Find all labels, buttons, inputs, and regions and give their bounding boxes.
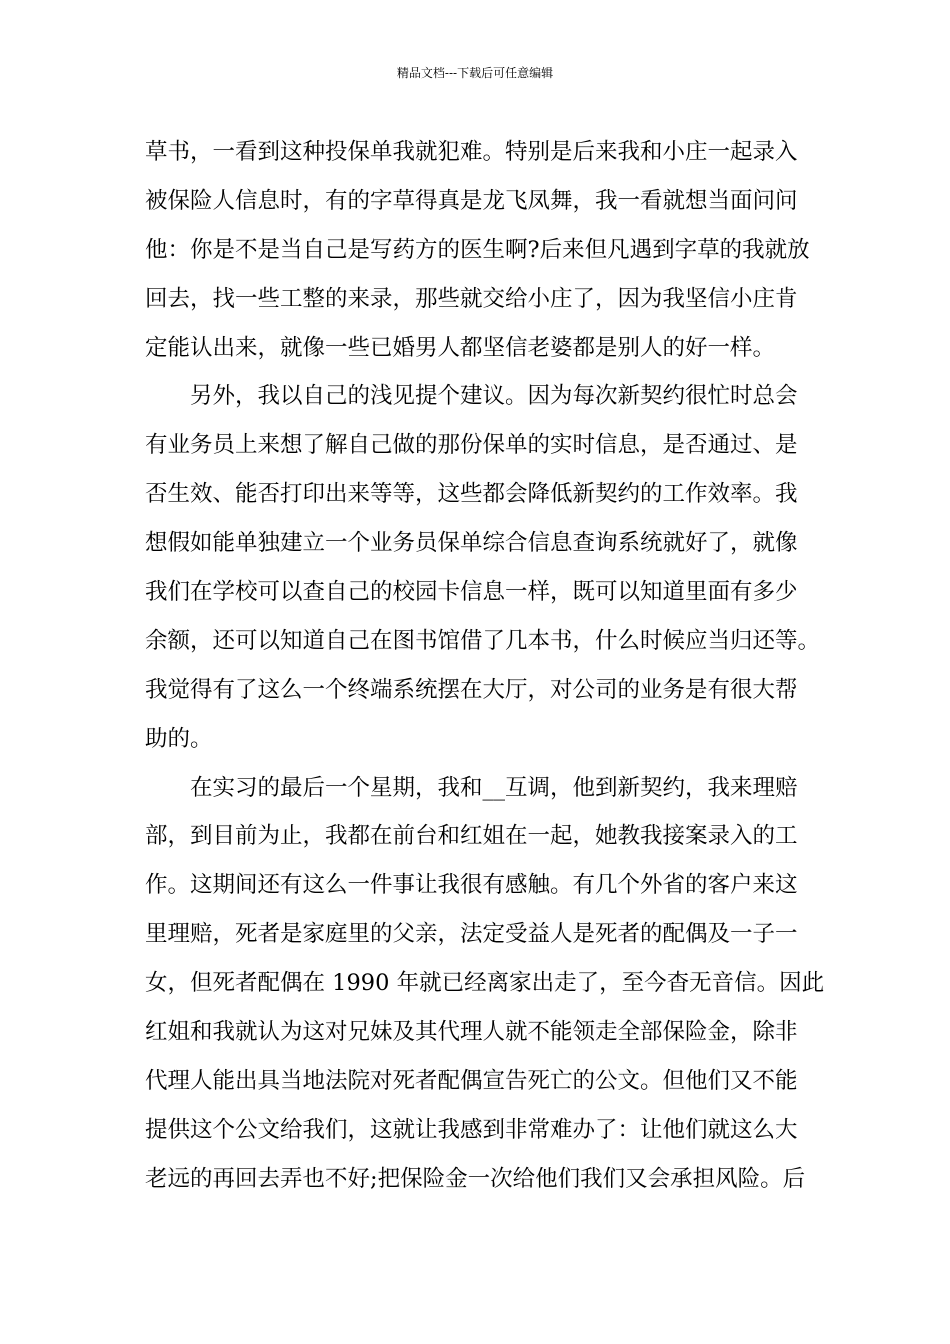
text-line: 有业务员上来想了解自己做的那份保单的实时信息，是否通过、是 <box>145 432 798 459</box>
text-line: 助的。 <box>145 725 213 752</box>
text-line: 我们在学校可以查自己的校园卡信息一样，既可以知道里面有多少 <box>145 579 798 606</box>
text-line: 提供这个公文给我们，这就让我感到非常难办了：让他们就这么大 <box>145 1116 798 1143</box>
text-line: 余额，还可以知道自己在图书馆借了几本书，什么时候应当归还等。 <box>145 627 821 654</box>
text-line: 另外，我以自己的浅见提个建议。因为每次新契约很忙时总会 <box>145 383 798 410</box>
page-header: 精品文档---下载后可任意编辑 <box>396 66 554 80</box>
text-line: 被保险人信息时，有的字草得真是龙飞凤舞，我一看就想当面问问 <box>145 187 798 214</box>
text-line: 否生效、能否打印出来等等，这些都会降低新契约的工作效率。我 <box>145 481 798 508</box>
text-line: 作。这期间还有这么一件事让我很有感触。有几个外省的客户来这 <box>145 872 798 899</box>
text-line: 草书，一看到这种投保单我就犯难。特别是后来我和小庄一起录入 <box>145 139 798 165</box>
text-line: 回去，找一些工整的来录，那些就交给小庄了，因为我坚信小庄肯 <box>145 285 798 312</box>
text-line: 里理赔，死者是家庭里的父亲，法定受益人是死者的配偶及一子一 <box>145 921 798 948</box>
text-line: 女，但死者配偶在 1990 年就已经离家出走了，至今杳无音信。因此 <box>145 970 825 997</box>
text-line: 想假如能单独建立一个业务员保单综合信息查询系统就好了，就像 <box>145 530 798 557</box>
text-line: 我觉得有了这么一个终端系统摆在大厅，对公司的业务是有很大帮 <box>145 676 798 703</box>
text-line: 代理人能出具当地法院对死者配偶宣告死亡的公文。但他们又不能 <box>145 1067 798 1094</box>
text-line: 他：你是不是当自己是写药方的医生啊?后来但凡遇到字草的我就放 <box>145 236 810 263</box>
text-line: 红姐和我就认为这对兄妹及其代理人就不能领走全部保险金，除非 <box>145 1019 798 1046</box>
text-line: 在实习的最后一个星期，我和__互调，他到新契约，我来理赔 <box>145 774 798 801</box>
text-line: 老远的再回去弄也不好;把保险金一次给他们我们又会承担风险。后 <box>145 1165 806 1192</box>
text-line: 定能认出来，就像一些已婚男人都坚信老婆都是别人的好一样。 <box>145 334 776 361</box>
text-line: 部，到目前为止，我都在前台和红姐在一起，她教我接案录入的工 <box>145 823 798 850</box>
document-body <box>145 128 825 1204</box>
